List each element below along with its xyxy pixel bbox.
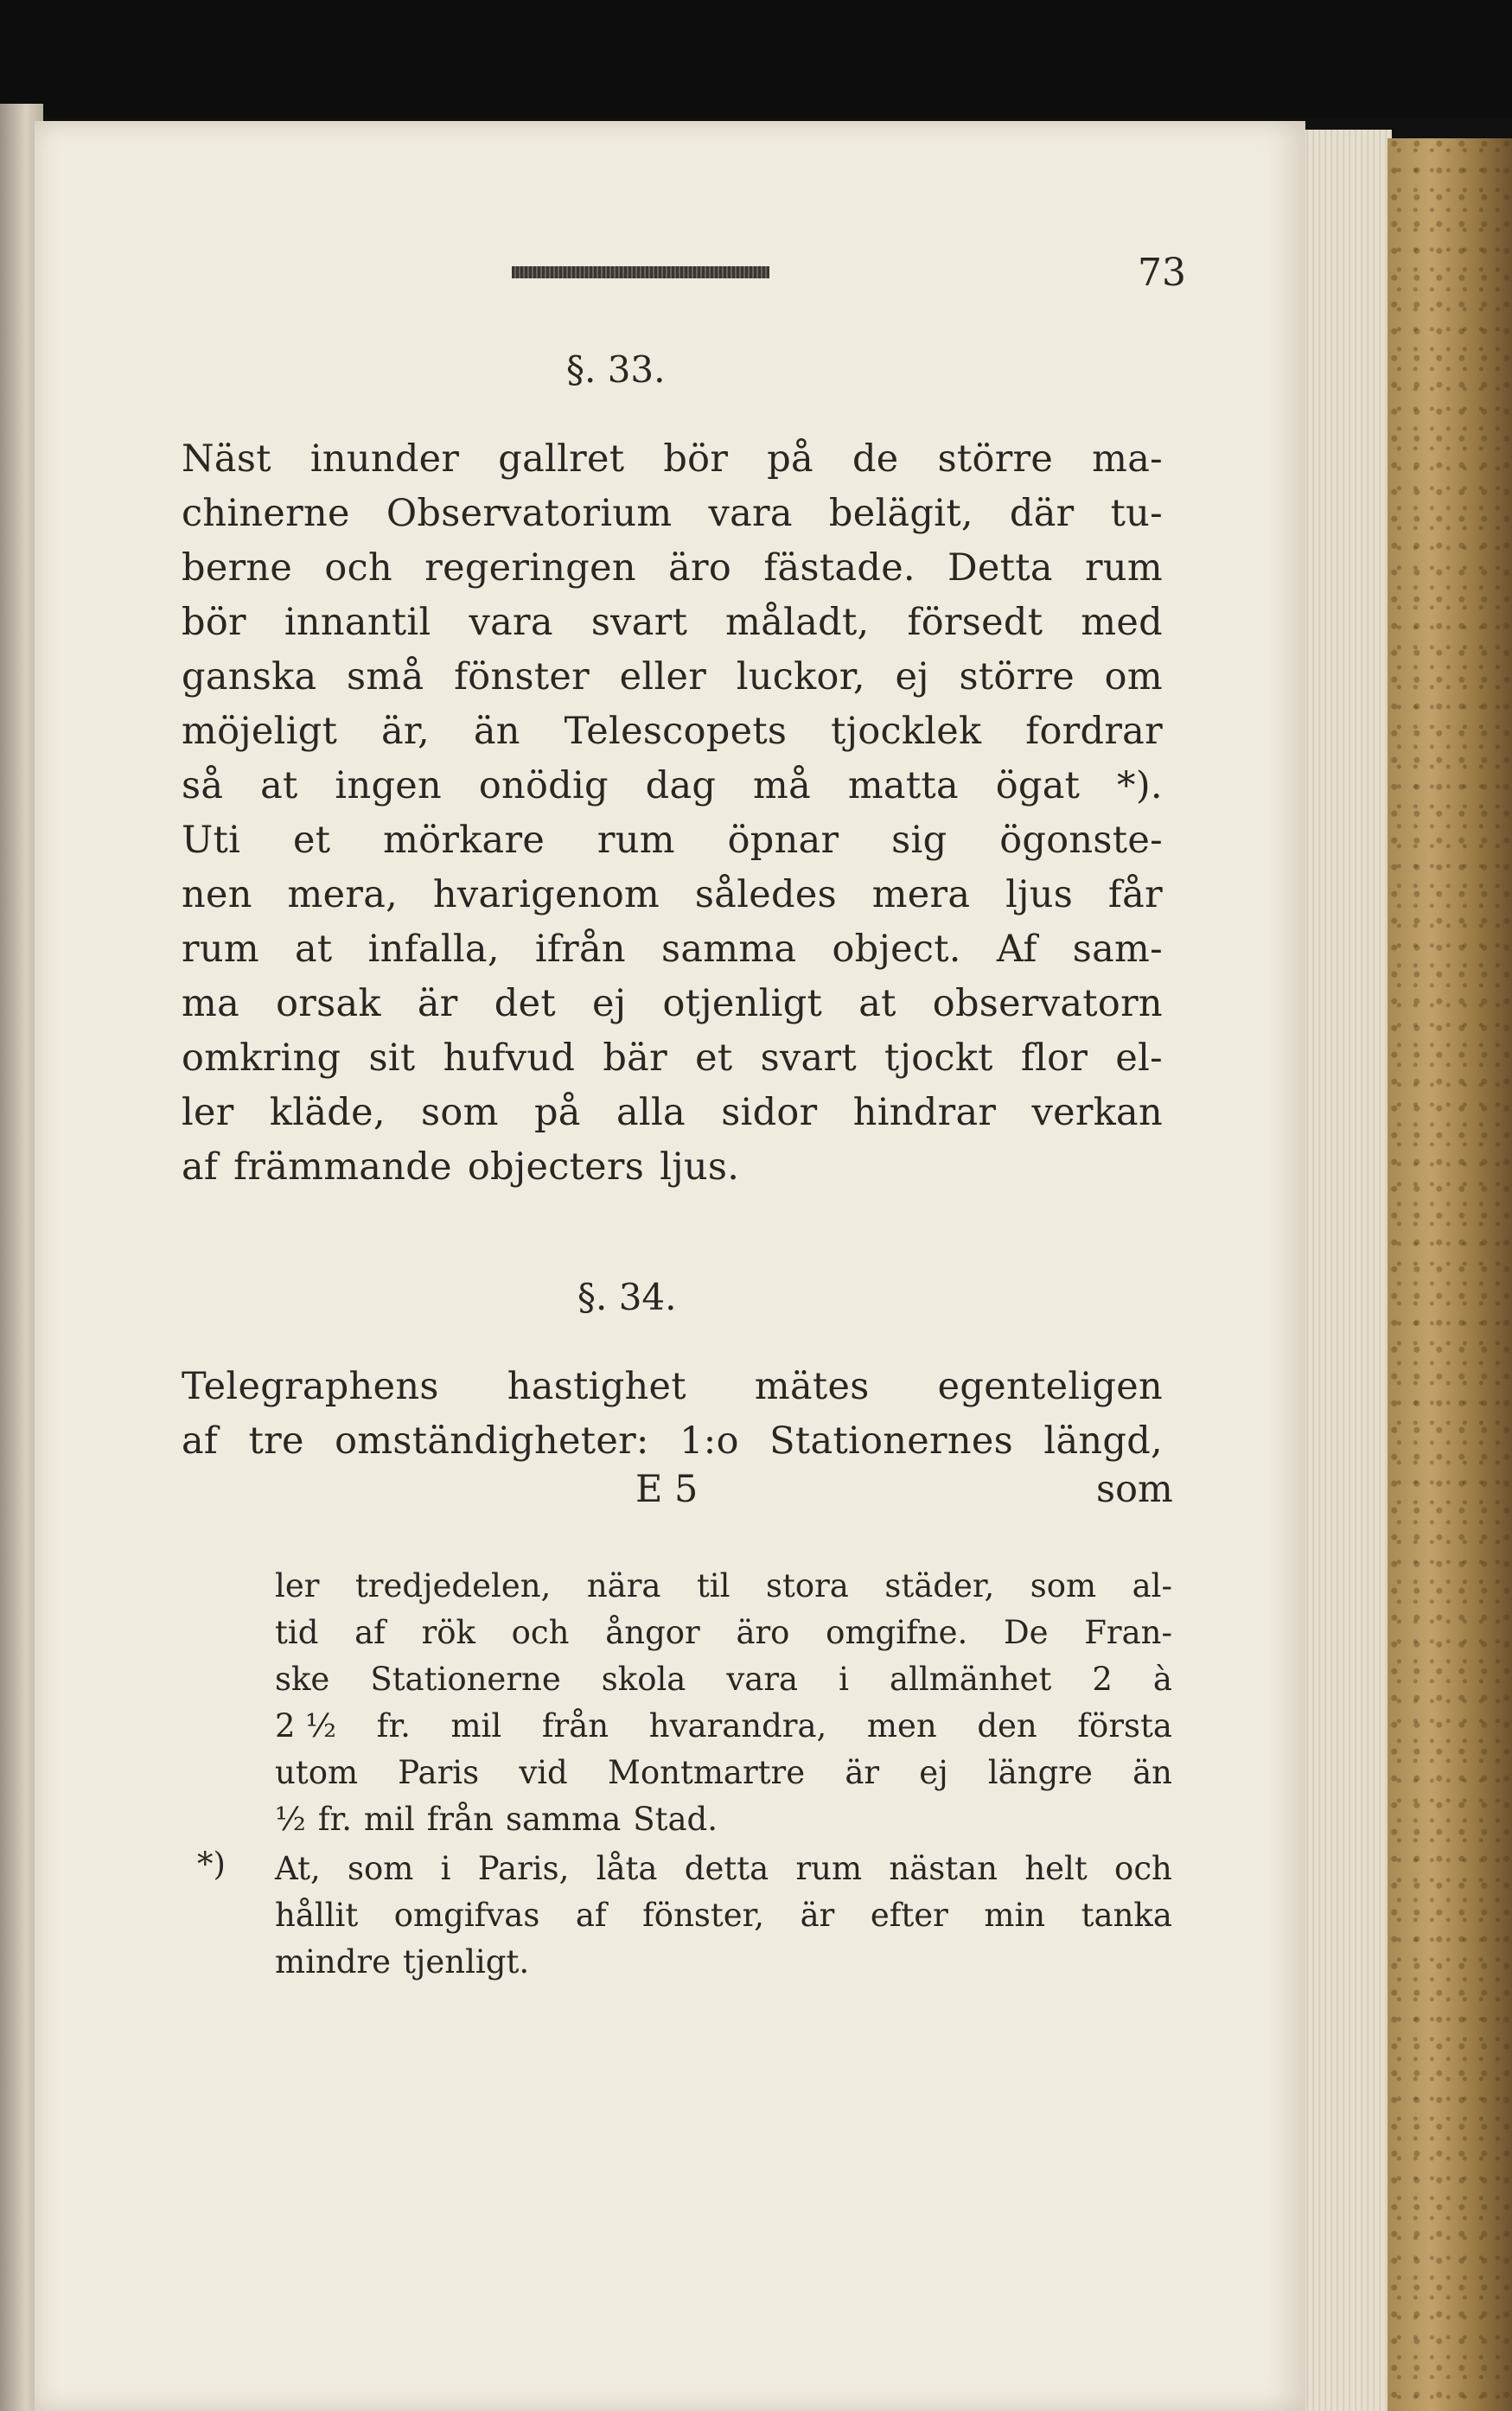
word: ljus.	[660, 1145, 740, 1189]
word: hållit	[275, 1897, 359, 1934]
text-line	[182, 922, 1163, 977]
word: på	[533, 1091, 581, 1134]
word: tu-	[1110, 492, 1163, 535]
word: på	[767, 437, 813, 481]
signature-mark: E 5	[635, 1468, 699, 1511]
word: Paris	[398, 1754, 480, 1791]
word: objecters	[467, 1145, 645, 1189]
word: vara	[708, 492, 793, 535]
footnote-star	[275, 1846, 1172, 1986]
word: 2 ½	[275, 1707, 337, 1744]
word: kläde,	[269, 1091, 386, 1134]
word: fr.	[376, 1707, 411, 1744]
word: och	[1114, 1850, 1172, 1887]
word: ske	[275, 1661, 330, 1698]
word: rum	[795, 1850, 863, 1887]
text-line	[275, 1796, 1172, 1843]
word: och	[511, 1614, 570, 1651]
word: större	[959, 655, 1075, 698]
word: fordrar	[1025, 710, 1163, 753]
word: Näst	[182, 437, 271, 481]
word: fönster,	[642, 1897, 765, 1934]
word: onödig	[478, 764, 609, 807]
word: må	[753, 764, 812, 807]
footnote-continued	[275, 1563, 1172, 1843]
text-line	[275, 1656, 1172, 1703]
word: hastighet	[507, 1365, 686, 1408]
word: gallret	[498, 437, 625, 481]
word: eller	[619, 655, 707, 698]
word: hvarigenom	[432, 873, 660, 916]
word: ingen	[335, 764, 443, 807]
word: sam-	[1072, 928, 1163, 971]
text-line	[275, 1750, 1172, 1796]
word: rök	[421, 1614, 475, 1651]
text-line	[182, 813, 1163, 868]
word: inunder	[309, 437, 460, 481]
word: ½	[275, 1801, 306, 1838]
text-line	[182, 487, 1163, 541]
word: verkan	[1031, 1091, 1163, 1134]
word: från	[541, 1707, 609, 1744]
text-line	[182, 759, 1163, 813]
footnote-marker: *)	[197, 1846, 226, 1883]
text-line	[275, 1563, 1172, 1610]
word: främmande	[233, 1145, 452, 1189]
word: och	[324, 546, 392, 590]
word: vara	[726, 1661, 799, 1698]
word: mörkare	[383, 819, 545, 862]
section-34-heading: §. 34.	[577, 1276, 677, 1318]
word: sig	[891, 819, 947, 862]
word: at	[295, 928, 333, 971]
word: at	[858, 982, 896, 1025]
word: af	[182, 1145, 219, 1189]
text-line	[182, 705, 1163, 759]
word: låta	[596, 1850, 658, 1887]
word: chinerne	[182, 492, 350, 535]
word: alla	[616, 1091, 686, 1134]
word: bör	[663, 437, 729, 481]
word: al-	[1132, 1567, 1172, 1604]
word: sit	[368, 1036, 416, 1080]
word: ej	[919, 1754, 948, 1791]
word: är	[800, 1897, 835, 1934]
word: äro	[736, 1614, 790, 1651]
word: är	[845, 1754, 880, 1791]
word: detta	[684, 1850, 769, 1887]
word: ångor	[605, 1614, 700, 1651]
word: hindrar	[852, 1091, 997, 1134]
word: ganska	[182, 655, 317, 698]
word: Montmartre	[607, 1754, 806, 1791]
text-line	[182, 977, 1163, 1031]
word: mil	[450, 1707, 502, 1744]
word: tjocklek	[831, 710, 982, 753]
word: mätes	[754, 1365, 870, 1408]
text-line	[182, 596, 1163, 650]
word: ler	[275, 1567, 320, 1604]
text-line	[182, 650, 1163, 705]
word: svart	[760, 1036, 857, 1080]
word: tre	[248, 1419, 304, 1463]
text-line	[182, 1086, 1163, 1140]
word: De	[1003, 1614, 1049, 1651]
word: luckor,	[736, 655, 865, 698]
word: som	[348, 1850, 414, 1887]
word: At,	[275, 1850, 321, 1887]
word: så	[182, 764, 224, 807]
word: at	[260, 764, 298, 807]
word: Uti	[182, 819, 241, 862]
word: til	[696, 1567, 730, 1604]
word: utom	[275, 1754, 359, 1791]
word: helt	[1024, 1850, 1088, 1887]
section-34-body	[182, 1360, 1163, 1469]
word: fästade.	[763, 546, 915, 590]
word: sidor	[721, 1091, 818, 1134]
word: regeringen	[424, 546, 636, 590]
word: otjenligt	[662, 982, 823, 1025]
word: får	[1107, 873, 1163, 916]
word: svart	[590, 601, 688, 644]
word: skola	[601, 1661, 686, 1698]
word: et	[695, 1036, 733, 1080]
section-33-body	[182, 432, 1163, 1195]
word: ifrån	[534, 928, 626, 971]
word: som	[421, 1091, 499, 1134]
word: än	[473, 710, 520, 753]
word: om	[1104, 655, 1163, 698]
word: tanka	[1081, 1897, 1172, 1934]
text-line	[275, 1610, 1172, 1656]
word: är	[417, 982, 458, 1025]
page-stack-edge	[1297, 130, 1392, 2411]
word: längd,	[1043, 1419, 1163, 1463]
word: belägit,	[828, 492, 973, 535]
word: den	[977, 1707, 1037, 1744]
word: mil	[363, 1801, 415, 1838]
word: äro	[668, 546, 732, 590]
word: ögat	[995, 764, 1081, 807]
text-line	[182, 1031, 1163, 1086]
word: små	[347, 655, 424, 698]
word: el-	[1115, 1036, 1163, 1080]
catchword: som	[1096, 1468, 1173, 1511]
word: rum	[182, 928, 259, 971]
word: är,	[380, 710, 431, 753]
word: omgifne.	[826, 1614, 968, 1651]
word: öpnar	[727, 819, 839, 862]
word: i	[839, 1661, 849, 1698]
word: af	[575, 1897, 607, 1934]
word: omständigheter:	[335, 1419, 649, 1463]
word: Stationerne	[370, 1661, 561, 1698]
word: längre	[987, 1754, 1093, 1791]
word: Telegraphens	[182, 1365, 439, 1408]
section-33-heading: §. 33.	[566, 348, 666, 391]
word: möjeligt	[182, 710, 338, 753]
word: orsak	[276, 982, 381, 1025]
text-line	[182, 1140, 1163, 1195]
word: omkring	[182, 1036, 341, 1080]
word: object.	[832, 928, 961, 971]
text-line	[275, 1703, 1172, 1750]
word: nen	[182, 873, 252, 916]
word: från	[426, 1801, 494, 1838]
word: mera	[871, 873, 971, 916]
word: samma	[506, 1801, 622, 1838]
scan-background-top	[0, 0, 1512, 117]
word: bör	[182, 601, 246, 644]
word: Detta	[947, 546, 1053, 590]
ornamental-rule	[512, 266, 769, 278]
word: Telescopets	[564, 710, 788, 753]
word: innantil	[284, 601, 431, 644]
word: 1:o	[679, 1419, 739, 1463]
word: infalla,	[367, 928, 500, 971]
word: som	[1030, 1567, 1097, 1604]
word: hufvud	[443, 1036, 576, 1080]
word: omgifvas	[393, 1897, 540, 1934]
text-line	[182, 1414, 1163, 1469]
word: Paris,	[477, 1850, 570, 1887]
word: första	[1077, 1707, 1172, 1744]
word: Fran-	[1084, 1614, 1172, 1651]
word: Af	[996, 928, 1037, 971]
word: Stad.	[633, 1801, 718, 1838]
word: ögonste-	[999, 819, 1163, 862]
word: således	[694, 873, 837, 916]
word: ljus	[1005, 873, 1074, 916]
text-line	[182, 432, 1163, 487]
word: tjenligt.	[403, 1943, 530, 1980]
word: fönster	[454, 655, 590, 698]
text-line	[182, 541, 1163, 596]
word: ma	[182, 982, 240, 1025]
word: i	[440, 1850, 451, 1887]
text-line	[182, 1360, 1163, 1414]
text-line	[275, 1846, 1172, 1892]
book-binding	[1388, 138, 1512, 2411]
word: dag	[645, 764, 717, 807]
word: tredjedelen,	[354, 1567, 552, 1604]
word: egenteligen	[937, 1365, 1163, 1408]
word: med	[1081, 601, 1163, 644]
word: ler	[182, 1091, 234, 1134]
word: efter	[870, 1897, 948, 1934]
word: samma	[661, 928, 797, 971]
word: ej	[895, 655, 929, 698]
word: där	[1009, 492, 1075, 535]
word: ma-	[1092, 437, 1163, 481]
word: tid	[275, 1614, 319, 1651]
word: än	[1132, 1754, 1172, 1791]
word: stora	[765, 1567, 849, 1604]
word: af	[182, 1419, 219, 1463]
text-line	[275, 1939, 1172, 1986]
word: måladt,	[725, 601, 870, 644]
word: nära	[586, 1567, 661, 1604]
page-number: 73	[1138, 251, 1186, 295]
word: 2	[1092, 1661, 1113, 1698]
text-line	[275, 1892, 1172, 1939]
word: et	[292, 819, 331, 862]
word: af	[354, 1614, 386, 1651]
word: vid	[519, 1754, 568, 1791]
word: *).	[1117, 764, 1163, 807]
word: städer,	[884, 1567, 995, 1604]
word: matta	[847, 764, 959, 807]
word: försedt	[907, 601, 1043, 644]
word: flor	[1020, 1036, 1088, 1080]
word: hvarandra,	[648, 1707, 827, 1744]
word: fr.	[317, 1801, 352, 1838]
word: ej	[591, 982, 627, 1025]
word: berne	[182, 546, 293, 590]
word: Stationernes	[769, 1419, 1013, 1463]
word: min	[984, 1897, 1046, 1934]
word: tjockt	[884, 1036, 993, 1080]
word: större	[937, 437, 1054, 481]
word: allmänhet	[890, 1661, 1052, 1698]
word: men	[866, 1707, 937, 1744]
word: de	[852, 437, 899, 481]
word: bär	[603, 1036, 667, 1080]
word: à	[1152, 1661, 1172, 1698]
word: Observatorium	[386, 492, 673, 535]
text-line	[182, 868, 1163, 922]
word: vara	[469, 601, 553, 644]
word: rum	[1085, 546, 1163, 590]
word: nästan	[889, 1850, 998, 1887]
word: observatorn	[932, 982, 1163, 1025]
word: mindre	[275, 1943, 392, 1980]
word: det	[494, 982, 556, 1025]
word: mera,	[287, 873, 399, 916]
word: rum	[597, 819, 675, 862]
